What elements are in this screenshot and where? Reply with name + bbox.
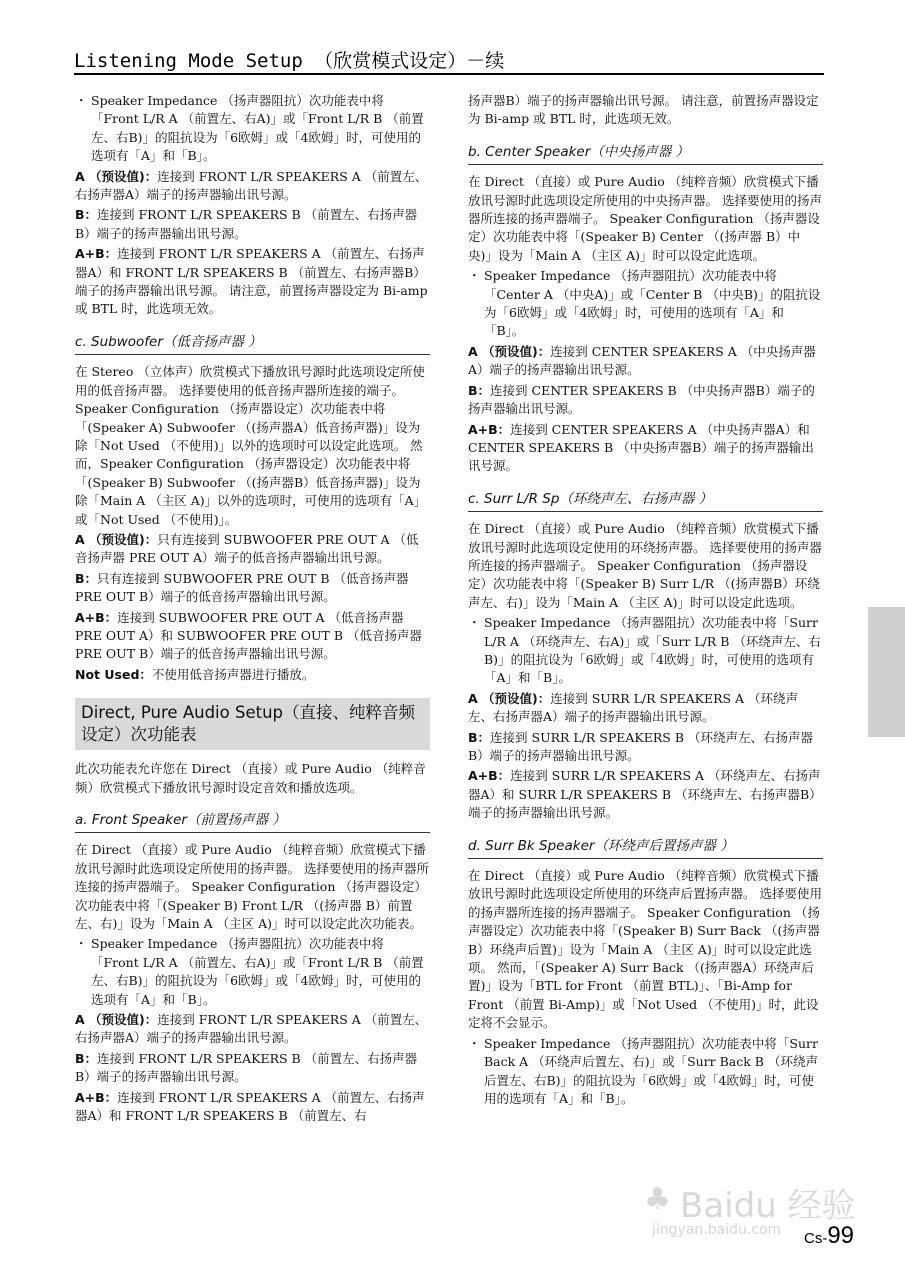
front-speaker-paragraph: 在 Direct （直接）或 Pure Audio （纯粹音频）欣赏模式下播放讯号源时此选项设定所使用的扬声器。 选择要使用的扬声器所连接的扬声器端子。 Speaker Configuration （扬声器设定）次功能表中将「(Speaker B) Front L/R （(扬声器 B）前置左、右)」设为「Main A （主区 A)」时可以设定此次功能表。 — [75, 842, 429, 932]
watermark-brand: Baidu 经验 — [680, 1186, 856, 1226]
option-not-used: Not Used：不使用低音扬声器进行播放。 — [75, 666, 315, 682]
surround-back-paragraph: 在 Direct （直接）或 Pure Audio （纯粹音频）欣赏模式下播放讯号源时此选项设定所使用的环绕声后置扬声器。 选择要使用的扬声器所连接的扬声器端子。 Speaker Configuration （扬声器设定）次功能表中将「(Speaker B) Surr Back （(扬声器B）环绕声后置)」设为「Main A （主区 A)」时可以设定此选项。 然而，「(Speaker A) Surr Back （(扬声器A）环绕声后置)」设为「BTL for Front （前置 BTL)」、「Bi-Amp for Front （前置 Bi-Amp)」或「Not Used （不使用)」时，此设定将不会显示。 — [468, 868, 822, 1031]
page-num: 99 — [827, 1222, 855, 1249]
option-b: B：连接到 FRONT L/R SPEAKERS B （前置左、右扬声器B）端子的扬声器输出讯号源。 — [75, 1050, 418, 1085]
subwoofer-paragraph: 在 Stereo （立体声）欣赏模式下播放讯号源时此选项设定所使用的低音扬声器。 选择要使用的低音扬声器所连接的端子。 Speaker Configuration （扬声器设定）次功能表中将「(Speaker A) Subwoofer （(扬声器A）低音扬声器)」设为除「Not Used （不使用)」以外的选项时可以设定此选项。 然而，Speaker Configuration （扬声器设定）次功能表中将「(Speaker B) Subwoofer （(扬声器B）低音扬声器)」设为除「Main A （主区 A)」以外的选项时，可使用的选项有「A」或「Not Used （不使用)」。 — [75, 364, 427, 527]
subheading-front-speaker: a. Front Speaker（前置扬声器 ） — [75, 805, 430, 833]
subheading-surround-back: d. Surr Bk Speaker（环绕声后置扬声器 ） — [468, 831, 823, 859]
side-tab-marker — [868, 607, 905, 737]
subheading-center-speaker: b. Center Speaker（中央扬声器 ） — [468, 137, 823, 165]
right-column — [468, 92, 823, 1110]
subheading-surround-lr: c. Surr L/R Sp（环绕声左、右扬声器 ） — [468, 484, 823, 512]
header-title: Listening Mode Setup （欣赏模式设定）－续 — [74, 50, 505, 72]
surround-lr-paragraph: 在 Direct （直接）或 Pure Audio （纯粹音频）欣赏模式下播放讯号源时此选项设定使用的环绕扬声器。 选择要使用的扬声器所连接的扬声器端子。 Speaker Configuration （扬声器设定）次功能表中将「(Speaker B) Surr L/R （(扬声器B）环绕声左、右)」设为「Main A （主区 A)」时可以设定此选项。 — [468, 521, 822, 610]
section-intro: 此次功能表允许您在 Direct （直接）或 Pure Audio （纯粹音频）欣赏模式下播放讯号源时设定音效和播放选项。 — [75, 761, 426, 795]
impedance-note-front: ・ Speaker Impedance （扬声器阻抗）次功能表中将「Front L/R A （前置左、右A)」或「Front L/R B （前置左、右B)」的阻抗设为「6欧姆」或「4欧姆」时，可使用的选项有「A」和「B」。 — [75, 92, 430, 166]
watermark-url: jingyan.baidu.com — [652, 1222, 782, 1238]
option-b: B：连接到 CENTER SPEAKERS B （中央扬声器B）端子的扬声器输出讯号源。 — [468, 382, 815, 417]
option-ab: A+B：连接到 FRONT L/R SPEAKERS A （前置左、右扬声器A）和 FRONT L/R SPEAKERS B （前置左、右 — [75, 1089, 425, 1124]
option-ab: A+B：连接到 FRONT L/R SPEAKERS A （前置左、右扬声器A）和 FRONT L/R SPEAKERS B （前置左、右扬声器B）端子的扬声器输出讯号源。 请注意，前置扬声器设定为 Bi-amp 或 BTL 时，此选项无效。 — [75, 246, 428, 317]
section-heading-direct: Direct, Pure Audio Setup（直接、纯粹音频设定）次功能表 — [75, 698, 430, 750]
page-prefix: Cs- — [804, 1230, 828, 1247]
page-number — [804, 1222, 854, 1250]
paw-icon: ♣ — [644, 1182, 671, 1217]
option-b: B：只有连接到 SUBWOOFER PRE OUT B （低音扬声器 PRE OUT B）端子的低音扬声器输出讯号源。 — [75, 570, 409, 605]
option-ab: A+B：连接到 CENTER SPEAKERS A （中央扬声器A）和 CENTER SPEAKERS B （中央扬声器B）端子的扬声器输出讯号源。 — [468, 421, 814, 474]
center-speaker-paragraph: 在 Direct （直接）或 Pure Audio （纯粹音频）欣赏模式下播放讯号源时此选项设定所使用的中央扬声器。 选择要使用的扬声器所连接的扬声器端子。 Speaker Configuration （扬声器设定）次功能表中将「(Speaker B) Center （(扬声器 B）中央)」设为「Main A （主区 A)」时可以设定此选项。 — [468, 174, 822, 263]
subheading-subwoofer: c. Subwoofer（低音扬声器 ） — [75, 327, 430, 355]
option-ab: A+B：连接到 SURR L/R SPEAKERS A （环绕声左、右扬声器A）和 SURR L/R SPEAKERS B （环绕声左、右扬声器B）端子的扬声器输出讯号源。 — [468, 768, 822, 821]
page-header — [74, 44, 824, 74]
option-b: B：连接到 SURR L/R SPEAKERS B （环绕声左、右扬声器B）端子的扬声器输出讯号源。 — [468, 729, 813, 763]
option-a: A （预设值)：连接到 FRONT L/R SPEAKERS A （前置左、右扬声器A）端子的扬声器输出讯号源。 — [75, 168, 428, 203]
option-a: A （预设值)：只有连接到 SUBWOOFER PRE OUT A （低音扬声器 PRE OUT A）端子的低音扬声器输出讯号源。 — [75, 531, 419, 566]
header-rule — [74, 73, 824, 75]
left-column — [75, 92, 430, 1128]
impedance-note-front-2: ・ Speaker Impedance （扬声器阻抗）次功能表中将「Front L/R A （前置左、右A)」或「Front L/R B （前置左、右B)」的阻抗设为「6欧姆」或「4欧姆」时，可使用的选项有「A」和「B」。 — [75, 935, 430, 1009]
option-a: A （预设值)：连接到 CENTER SPEAKERS A （中央扬声器A）端子的扬声器输出讯号源。 — [468, 343, 816, 378]
option-a: A （预设值)：连接到 SURR L/R SPEAKERS A （环绕声左、右扬声器A）端子的扬声器输出讯号源。 — [468, 690, 799, 725]
impedance-note-center: ・ Speaker Impedance （扬声器阻抗）次功能表中将「Center A （中央A)」或「Center B （中央B)」的阻抗设为「6欧姆」或「4欧姆」时，可使用的选项有「A」和「B」。 — [468, 267, 823, 341]
impedance-note-surround-back: ・ Speaker Impedance （扬声器阻抗）次功能表中将「Surr Back A （环绕声后置左、右)」或「Surr Back B （环绕声后置左、右B)」的阻抗设为「6欧姆」或「4欧姆」时，可使用的选项有「A」和「B」。 — [468, 1035, 823, 1109]
option-b: B：连接到 FRONT L/R SPEAKERS B （前置左、右扬声器B）端子的扬声器输出讯号源。 — [75, 207, 418, 241]
impedance-note-surround: ・ Speaker Impedance （扬声器阻抗）次功能表中将「Surr L/R A （环绕声左、右A)」或「Surr L/R B （环绕声左、右B)」的阻抗设为「6欧姆」或「4欧姆」时，可使用的选项有「A」和「B」。 — [468, 614, 823, 688]
option-a: A （预设值)：连接到 FRONT L/R SPEAKERS A （前置左、右扬声器A）端子的扬声器输出讯号源。 — [75, 1012, 428, 1046]
option-ab: A+B：连接到 SUBWOOFER PRE OUT A （低音扬声器 PRE OUT A）和 SUBWOOFER PRE OUT B （低音扬声器 PRE OUT B）端子的低音扬声器输出讯号源。 — [75, 609, 422, 662]
continued-paragraph: 扬声器B）端子的扬声器输出讯号源。 请注意，前置扬声器设定为 Bi-amp 或 BTL 时，此选项无效。 — [468, 93, 819, 127]
